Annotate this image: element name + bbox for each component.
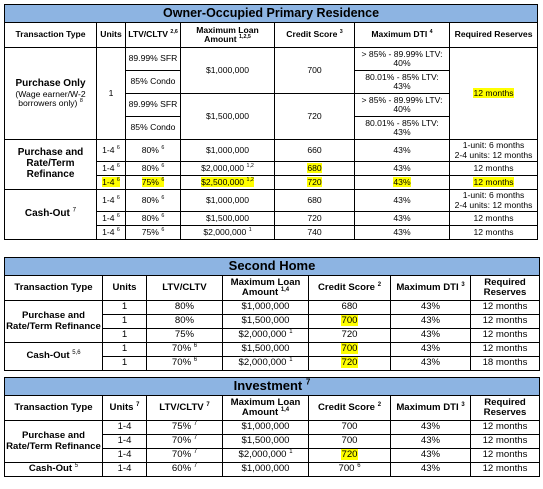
col-header-units: Units — [103, 276, 147, 301]
table-row: Purchase Only (Wage earner/W-2 borrowers only) $^8$ 1 89.99% SFR $1,000,000 700 > 85% - 89.99% LTV: 40% 12 months — [5, 48, 538, 71]
highlighted-value: 680 — [307, 162, 322, 173]
highlighted-value: 720 — [341, 357, 358, 369]
table-row: 85% Condo 80.01% - 85% LTV: 43% — [5, 117, 538, 140]
transaction-type-cell: Purchase and Rate/Term Refinance — [5, 140, 97, 190]
highlighted-value: 12 months — [473, 87, 514, 98]
table-row: 1 70% $^6$ $2,000,000 $^1$ 720 43% 18 months — [5, 357, 540, 371]
col-header-max-loan: Maximum Loan Amount $^{1,4}$ — [223, 276, 309, 301]
highlighted-value: 12 months — [473, 176, 514, 187]
col-header-ltv: LTV/CLTV — [147, 276, 223, 301]
highlighted-value: 720 — [341, 449, 358, 461]
table-row: 1 80% $1,500,000 700 43% 12 months — [5, 315, 540, 329]
highlighted-value: $2,500,000 $^{1,2}$ — [201, 176, 254, 187]
col-header-units: Units — [97, 23, 126, 48]
highlighted-value: 700 — [341, 315, 358, 327]
highlighted-value: 1-4 $^6$ — [102, 176, 120, 187]
transaction-type-cell: Purchase and Rate/Term Refinance — [5, 421, 103, 463]
table-row: Cash-Out $^7$ 1-4 $^6$ 80% $^6$ $1,000,000 680 43% 1-unit: 6 months 2-4 units: 12 months — [5, 190, 538, 212]
highlighted-value: 720 — [307, 176, 322, 187]
investment-table — [4, 377, 540, 477]
table-row: 1-4 $^6$ 75% $^6$ $2,000,000 $^1$ 740 43% 12 months — [5, 226, 538, 240]
col-header-credit-score: Credit Score $^3$ — [275, 23, 355, 48]
table-row: 1-4 70% $^7$ $2,000,000 $^1$ 720 43% 12 months — [5, 449, 540, 463]
highlighted-value: 43% — [393, 176, 411, 187]
table-row: 1-4 $^6$ 80% $^6$ $1,500,000 720 43% 12 months — [5, 212, 538, 226]
transaction-type-cell: Purchase Only (Wage earner/W-2 borrowers only) $^8$ — [5, 48, 97, 140]
table-row: Purchase and Rate/Term Refinance 1 80% $1,000,000 680 43% 12 months — [5, 301, 540, 315]
col-header-max-dti: Maximum DTI $^4$ — [355, 23, 450, 48]
table-row: Purchase and Rate/Term Refinance 1-4 $^6$ 80% $^6$ $1,000,000 660 43% 1-unit: 6 months 2-4 units: 12 months — [5, 140, 538, 162]
table-row: 85% Condo 80.01% - 85% LTV: 43% — [5, 71, 538, 94]
section-title: Investment $^7$ — [5, 378, 540, 396]
transaction-type-cell: Cash-Out $^{5,6}$ — [5, 343, 103, 371]
col-header-reserves: Required Reserves — [471, 276, 540, 301]
col-header-max-dti: Maximum DTI $^3$ — [391, 276, 471, 301]
primary-residence-table — [4, 4, 538, 240]
highlighted-value: 700 — [341, 343, 358, 355]
col-header-reserves: Required Reserves — [450, 23, 538, 48]
col-header-units: Units $^7$ — [103, 396, 147, 421]
col-header-credit-score: Credit Score $^2$ — [309, 396, 391, 421]
section-title: Owner-Occupied Primary Residence — [5, 5, 538, 23]
table-row: 89.99% SFR $1,500,000 720 > 85% - 89.99% LTV: 40% — [5, 94, 538, 117]
col-header-transaction-type: Transaction Type — [5, 23, 97, 48]
transaction-type-cell: Cash-Out $^5$ — [5, 463, 103, 477]
section-title: Second Home — [5, 258, 540, 276]
table-row: Cash-Out $^{5,6}$ 1 70% $^6$ $1,500,000 700 43% 12 months — [5, 343, 540, 357]
col-header-ltv: LTV/CLTV $^{2,6}$ — [126, 23, 181, 48]
col-header-ltv: LTV/CLTV $^7$ — [147, 396, 223, 421]
table-row: Purchase and Rate/Term Refinance 1-4 75% $^7$ $1,000,000 700 43% 12 months — [5, 421, 540, 435]
col-header-reserves: Required Reserves — [471, 396, 540, 421]
col-header-max-dti: Maximum DTI $^3$ — [391, 396, 471, 421]
col-header-max-loan: Maximum Loan Amount $^{1,4}$ — [223, 396, 309, 421]
transaction-type-cell: Purchase and Rate/Term Refinance — [5, 301, 103, 343]
highlighted-value: 75% $^6$ — [141, 176, 165, 187]
table-row: Cash-Out $^5$ 1-4 60% $^7$ $1,000,000 700 $^6$ 43% 12 months — [5, 463, 540, 477]
table-row: 1 75% $2,000,000 $^1$ 720 43% 12 months — [5, 329, 540, 343]
table-row: 1-4 70% $^7$ $1,500,000 700 43% 12 months — [5, 435, 540, 449]
col-header-credit-score: Credit Score $^2$ — [309, 276, 391, 301]
transaction-type-cell: Cash-Out $^7$ — [5, 190, 97, 240]
col-header-max-loan: Maximum Loan Amount $^{1,2,5}$ — [181, 23, 275, 48]
second-home-table — [4, 257, 540, 371]
col-header-transaction-type: Transaction Type — [5, 276, 103, 301]
col-header-transaction-type: Transaction Type — [5, 396, 103, 421]
table-row: 1-4 $^6$ 80% $^6$ $2,000,000 $^{1,2}$ 680 43% 12 months — [5, 162, 538, 176]
